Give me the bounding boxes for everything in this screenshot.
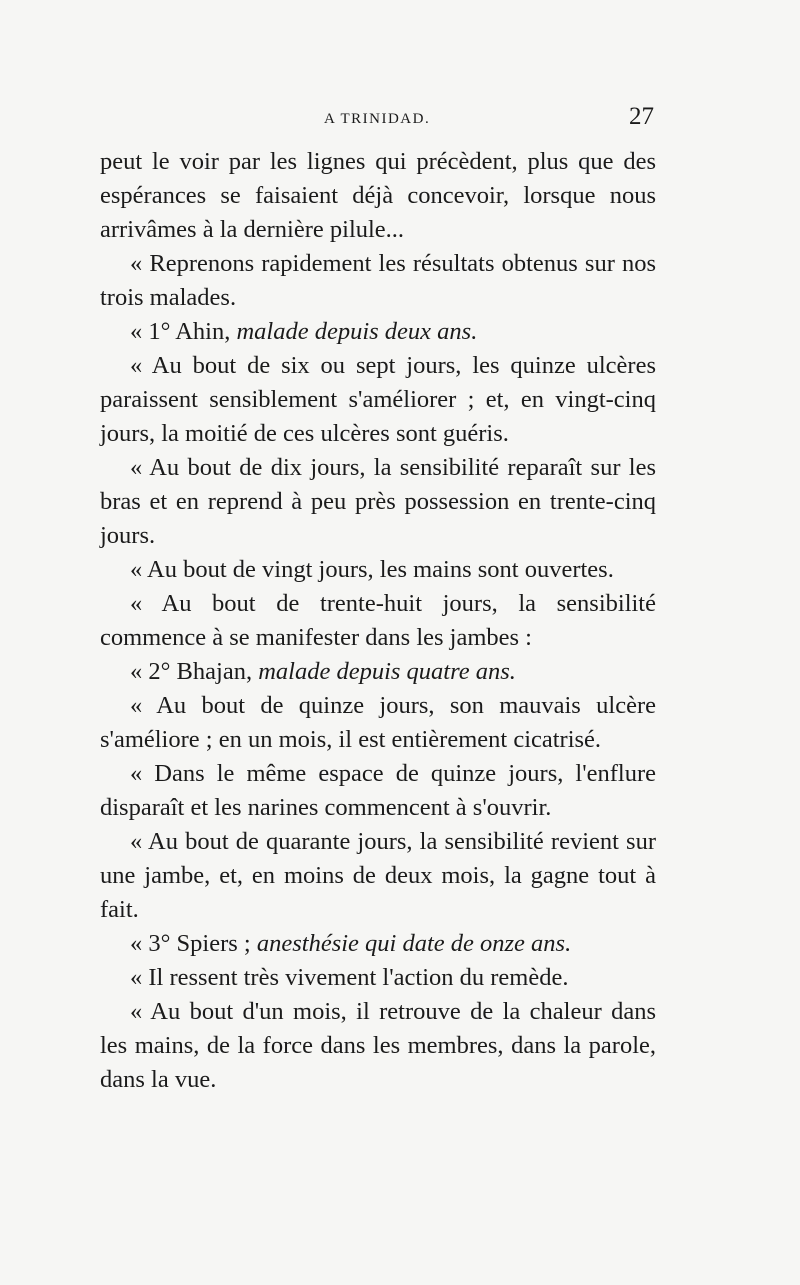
paragraph-hands-open: « Au bout de vingt jours, les mains sont ouvertes.: [130, 556, 614, 583]
page-header: [100, 103, 656, 139]
paragraph-patient-2-heading: [100, 655, 656, 689]
running-title: A TRINIDAD.: [324, 111, 431, 127]
paragraph-summary-intro: « Reprenons rapidement les résultats obtenus sur nos trois malades.: [100, 250, 656, 311]
patient-2-name: « 2° Bhajan,: [130, 658, 259, 685]
body-text: [100, 145, 656, 1097]
paragraph-continuation: peut le voir par les lignes qui précèdent, plus que des espérances se faisaient déjà concevoir, lorsque nous arrivâmes à la dernière pilule...: [100, 148, 656, 243]
paragraph-remedy-action: « Il ressent très vivement l'action du remède.: [130, 964, 569, 991]
patient-1-condition: malade depuis deux ans.: [236, 318, 478, 345]
paragraph-ulcers: « Au bout de six ou sept jours, les quinze ulcères paraissent sensiblement s'améliorer ; et, en vingt-cinq jours, la moitié de ces ulcères sont guéris.: [100, 352, 656, 447]
paragraph-ulcer-healed: « Au bout de quinze jours, son mauvais ulcère s'améliore ; en un mois, il est entièrement cicatrisé.: [100, 692, 656, 753]
paragraph-one-month: « Au bout d'un mois, il retrouve de la chaleur dans les mains, de la force dans les membres, dans la parole, dans la vue.: [100, 998, 656, 1093]
paragraph-leg-recovery: « Au bout de quarante jours, la sensibilité revient sur une jambe, et, en moins de deux mois, la gagne tout à fait.: [100, 828, 656, 923]
paragraph-patient-1-heading: [100, 315, 656, 349]
patient-1-name: « 1° Ahin,: [130, 318, 237, 345]
paragraph-arm-sensibility: « Au bout de dix jours, la sensibilité reparaît sur les bras et en reprend à peu près possession en trente-cinq jours.: [100, 454, 656, 549]
patient-2-condition: malade depuis quatre ans.: [258, 658, 516, 685]
paragraph-swelling: « Dans le même espace de quinze jours, l'enflure disparaît et les narines commencent à s'ouvrir.: [100, 760, 656, 821]
patient-3-name: « 3° Spiers ;: [130, 930, 257, 957]
paragraph-leg-sensibility: « Au bout de trente-huit jours, la sensibilité commence à se manifester dans les jambes :: [100, 590, 656, 651]
patient-3-condition: anesthésie qui date de onze ans.: [256, 930, 572, 957]
paragraph-patient-3-heading: [100, 927, 656, 961]
page-number: 27: [629, 103, 654, 130]
